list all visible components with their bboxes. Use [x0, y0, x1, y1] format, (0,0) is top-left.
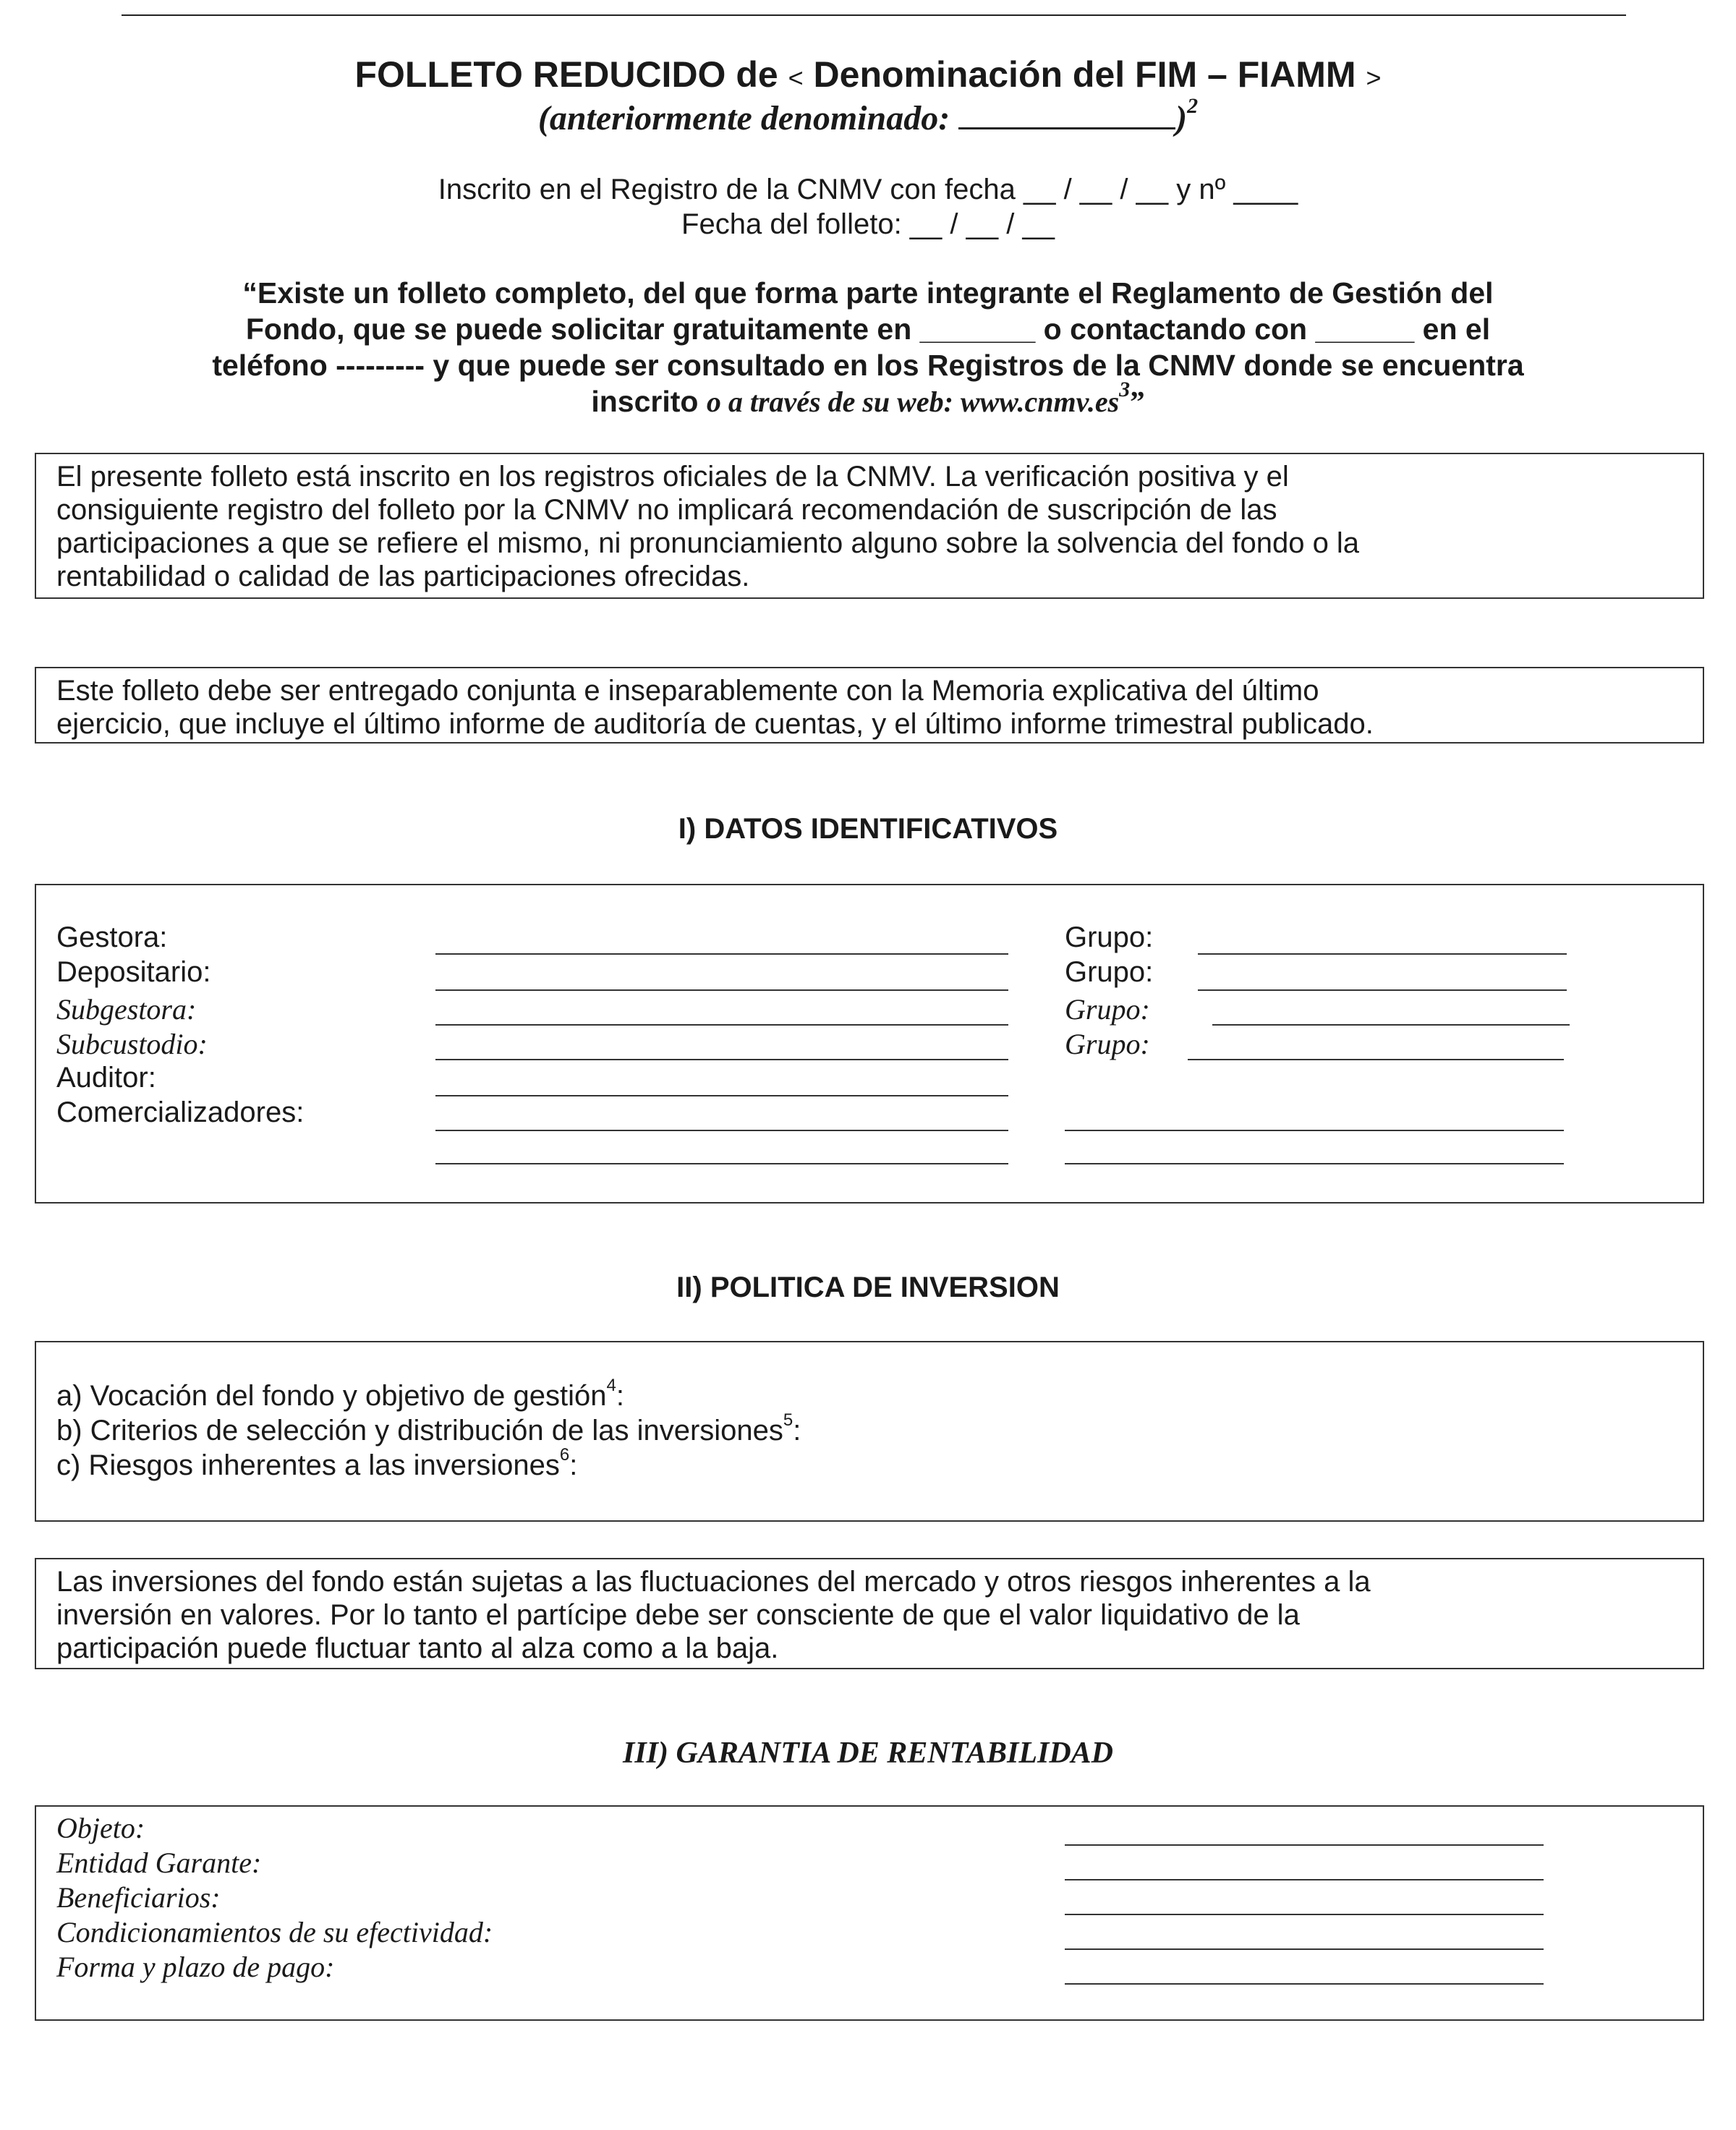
depositario-grupo-label: Grupo:	[1065, 956, 1154, 988]
policy-item-b-text: b) Criterios de selección y distribución de las inversiones	[56, 1415, 783, 1447]
depositario-grupo-blank[interactable]	[1198, 989, 1567, 991]
entidad-garante-blank[interactable]	[1065, 1879, 1544, 1880]
top-rule	[122, 14, 1626, 16]
notice-quote-close: ”	[1130, 385, 1145, 418]
risk-line-2: inversión en valores. Por lo tanto el partícipe debe ser consciente de que el valor liquidativo de la	[56, 1599, 1300, 1631]
section-3-title: III) GARANTIA DE RENTABILIDAD	[622, 1737, 1113, 1770]
forma-plazo-label: Forma y plazo de pago:	[56, 1951, 335, 1983]
condicionamientos-blank[interactable]	[1065, 1948, 1544, 1950]
policy-item-b-colon: :	[793, 1415, 801, 1447]
subgestora-grupo-label: Grupo:	[1065, 993, 1150, 1026]
gestora-blank[interactable]	[435, 953, 1008, 955]
title-gt: >	[1366, 63, 1382, 93]
beneficiarios-blank[interactable]	[1065, 1914, 1544, 1915]
comercializadores-blank-1[interactable]	[435, 1130, 1008, 1131]
policy-item-b	[56, 1410, 801, 1448]
title-prefix: FOLLETO REDUCIDO de	[354, 54, 778, 95]
folleto-date-line: Fecha del folleto: __ / __ / __	[681, 208, 1055, 240]
risk-line-3: participación puede fluctuar tanto al alza como a la baja.	[56, 1632, 779, 1664]
policy-item-c-colon: :	[569, 1449, 578, 1481]
objeto-label: Objeto:	[56, 1812, 145, 1844]
entidad-garante-label: Entidad Garante:	[56, 1846, 262, 1879]
complete-brochure-notice	[116, 275, 1620, 420]
notice-inscrito: inscrito	[591, 385, 699, 418]
disclaimer-line-3: participaciones a que se refiere el mismo, ni pronunciamiento alguno sobre la solvencia del fondo o la	[56, 527, 1360, 559]
policy-item-a	[56, 1375, 801, 1413]
forma-plazo-blank[interactable]	[1065, 1983, 1544, 1985]
subgestora-grupo-blank[interactable]	[1212, 1024, 1570, 1026]
section-2-title: II) POLITICA DE INVERSION	[676, 1271, 1060, 1303]
registry-line: Inscrito en el Registro de la CNMV con fecha __ / __ / __ y nº ____	[438, 174, 1298, 205]
delivery-line-2: ejercicio, que incluye el último informe de auditoría de cuentas, y el último informe trimestral publicado.	[56, 708, 1374, 740]
gestora-grupo-blank[interactable]	[1198, 953, 1567, 955]
notice-web: o a través de su web: www.cnmv.es	[706, 385, 1120, 418]
notice-line-1: “Existe un folleto completo, del que forma parte integrante el Reglamento de Gestión del	[242, 276, 1494, 310]
beneficiarios-label: Beneficiarios:	[56, 1881, 221, 1914]
identification-box	[35, 884, 1704, 1204]
notice-footnote: 3	[1119, 378, 1131, 402]
subcustodio-grupo-blank[interactable]	[1188, 1059, 1564, 1060]
subcustodio-blank[interactable]	[435, 1059, 1008, 1060]
auditor-label: Auditor:	[56, 1062, 156, 1094]
comercializadores-blank-2[interactable]	[435, 1163, 1008, 1164]
market-risk-box	[35, 1558, 1704, 1669]
policy-item-a-colon: :	[616, 1380, 625, 1412]
comercializadores-label: Comercializadores:	[56, 1096, 305, 1128]
subtitle-text: (anteriormente denominado:	[537, 99, 950, 137]
risk-line-1: Las inversiones del fondo están sujetas a las fluctuaciones del mercado y otros riesgos inherentes a la	[56, 1566, 1371, 1598]
depositario-label: Depositario:	[56, 956, 211, 988]
notice-line-3: teléfono --------- y que puede ser consultado en los Registros de la CNMV donde se encuentra	[212, 349, 1524, 382]
subgestora-label: Subgestora:	[56, 993, 197, 1026]
policy-item-c-text: c) Riesgos inherentes a las inversiones	[56, 1449, 560, 1481]
condicionamientos-label: Condicionamientos de su efectividad:	[56, 1916, 493, 1948]
policy-item-c-footnote: 6	[559, 1444, 570, 1465]
policy-item-b-footnote: 5	[783, 1410, 793, 1430]
document-title	[0, 54, 1736, 95]
document-subtitle	[0, 94, 1736, 138]
guarantee-box	[35, 1805, 1704, 2021]
notice-line-2: Fondo, que se puede solicitar gratuitamente en _______ o contactando con ______ en el	[245, 312, 1491, 346]
disclaimer-line-4: rentabilidad o calidad de las participaciones ofrecidas.	[56, 561, 750, 592]
subcustodio-grupo-label: Grupo:	[1065, 1028, 1150, 1060]
subgestora-blank[interactable]	[435, 1024, 1008, 1026]
gestora-label: Gestora:	[56, 921, 168, 953]
subcustodio-label: Subcustodio:	[56, 1028, 208, 1060]
objeto-blank[interactable]	[1065, 1844, 1544, 1846]
notice-line-4	[116, 378, 1620, 420]
delivery-line-1: Este folleto debe ser entregado conjunta e inseparablemente con la Memoria explicativa del último	[56, 675, 1319, 707]
disclaimer-line-1: El presente folleto está inscrito en los registros oficiales de la CNMV. La verificación positiva y el	[56, 461, 1289, 493]
comercializadores-right-blank-1[interactable]	[1065, 1130, 1564, 1131]
policy-item-a-footnote: 4	[606, 1375, 616, 1395]
depositario-blank[interactable]	[435, 989, 1008, 991]
registration-disclaimer-box	[35, 453, 1704, 599]
title-name: Denominación del FIM – FIAMM	[813, 54, 1356, 95]
section-1-title: I) DATOS IDENTIFICATIVOS	[678, 813, 1058, 845]
title-lt: <	[788, 63, 804, 93]
gestora-grupo-label: Grupo:	[1065, 921, 1154, 953]
investment-policy-box	[35, 1341, 1704, 1522]
subtitle-close: )	[1175, 99, 1188, 137]
comercializadores-right-blank-2[interactable]	[1065, 1163, 1564, 1164]
subtitle-blank	[958, 101, 1175, 129]
auditor-blank[interactable]	[435, 1095, 1008, 1096]
disclaimer-line-2: consiguiente registro del folleto por la CNMV no implicará recomendación de suscripción de las	[56, 494, 1277, 526]
delivery-notice-box	[35, 667, 1704, 744]
policy-item-a-text: a) Vocación del fondo y objetivo de gestión	[56, 1380, 607, 1412]
subtitle-footnote: 2	[1187, 94, 1199, 118]
policy-item-c	[56, 1444, 801, 1483]
